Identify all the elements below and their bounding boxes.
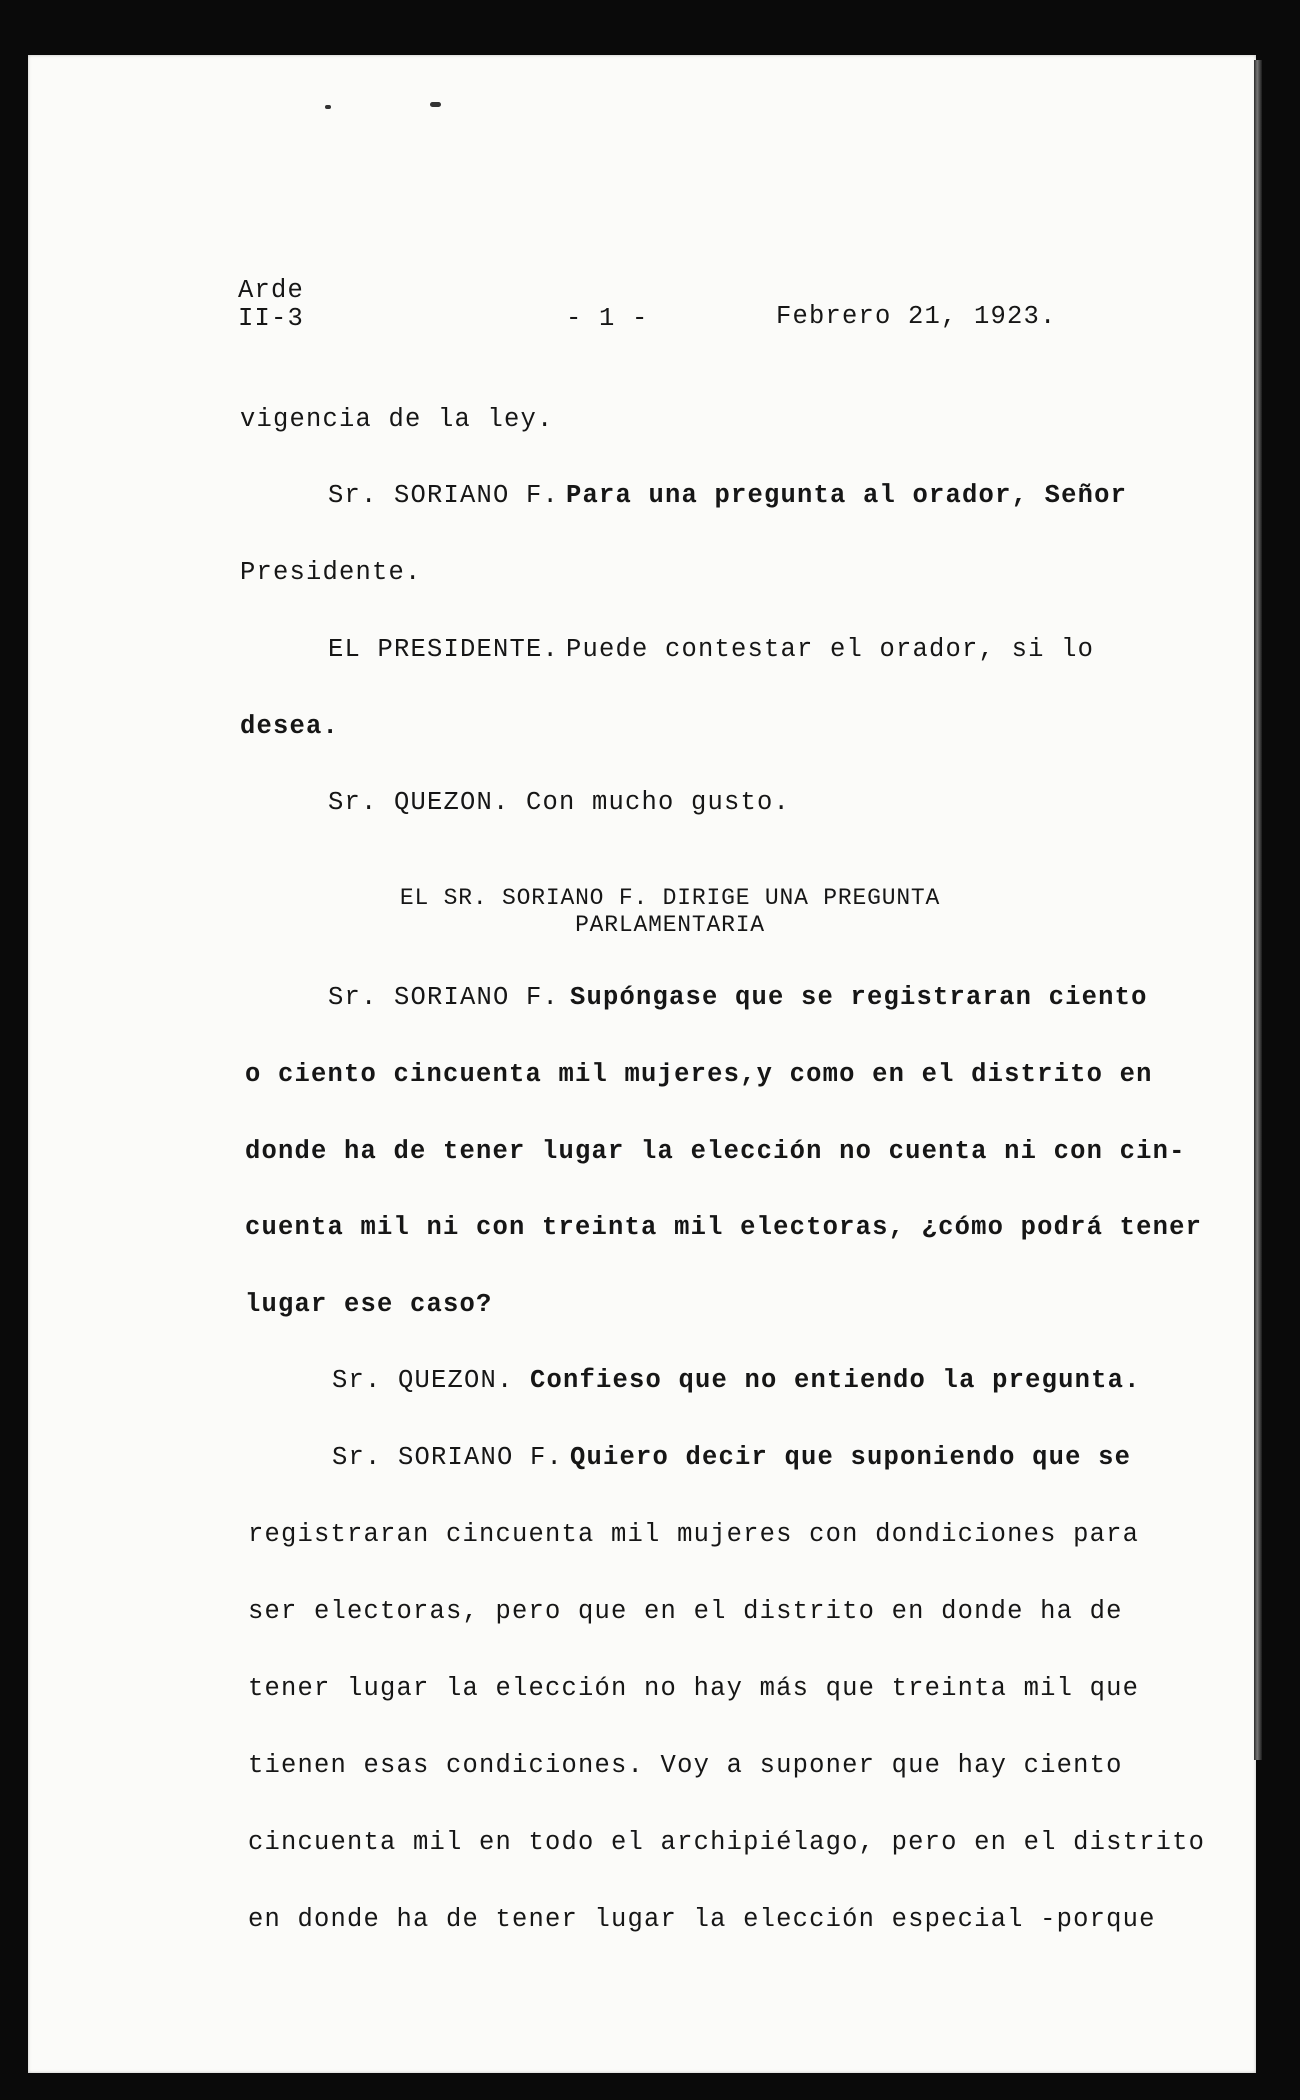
speaker-label: Sr. QUEZON. (328, 788, 510, 817)
speech-text: Para una pregunta al orador, Señor (566, 481, 1128, 510)
text-line: o ciento cincuenta mil mujeres,y como en el distrito en (245, 1060, 1153, 1089)
text-line: ser electoras, pero que en el distrito en donde ha de (248, 1597, 1123, 1626)
speech-text: Con mucho gusto. (526, 788, 791, 817)
speaker-label: Sr. SORIANO F. (328, 481, 560, 510)
text-line: vigencia de la ley. (240, 405, 554, 434)
text-line: lugar ese caso? (245, 1290, 493, 1319)
speaker-label: Sr. QUEZON. (332, 1366, 514, 1395)
section-code: II-3 (238, 304, 305, 333)
file-code: Arde (238, 276, 305, 305)
speaker-label: EL PRESIDENTE. (328, 635, 560, 664)
text-line: Presidente. (240, 558, 422, 587)
speech-text: Supóngase que se registraran ciento (570, 983, 1148, 1012)
document-date: Febrero 21, 1923. (776, 302, 1057, 331)
speaker-label: Sr. SORIANO F. (332, 1443, 564, 1472)
text-line: tienen esas condiciones. Voy a suponer que hay ciento (248, 1751, 1123, 1780)
speech-text: Quiero decir que suponiendo que se (570, 1443, 1132, 1472)
text-line: tener lugar la elección no hay más que treinta mil que (248, 1674, 1140, 1703)
section-heading: PARLAMENTARIA (575, 912, 765, 938)
scan-border (1254, 60, 1262, 1760)
text-line: donde ha de tener lugar la elección no cuenta ni con cin- (245, 1137, 1186, 1166)
section-heading: EL SR. SORIANO F. DIRIGE UNA PREGUNTA (399, 885, 941, 911)
page-number: - 1 - (566, 304, 649, 333)
text-line: cincuenta mil en todo el archipiélago, pero en el distrito (248, 1828, 1206, 1857)
text-line: desea. (240, 712, 340, 741)
ink-mark (325, 105, 331, 109)
text-line: registraran cincuenta mil mujeres con dondiciones para (248, 1520, 1140, 1549)
speech-text: Confieso que no entiendo la pregunta. (530, 1366, 1141, 1395)
speech-text: Puede contestar el orador, si lo (566, 635, 1095, 664)
ink-mark (430, 102, 441, 107)
speaker-label: Sr. SORIANO F. (328, 983, 560, 1012)
text-line: en donde ha de tener lugar la elección especial -porque (248, 1905, 1156, 1934)
text-line: cuenta mil ni con treinta mil electoras, ¿cómo podrá tener (245, 1213, 1203, 1242)
